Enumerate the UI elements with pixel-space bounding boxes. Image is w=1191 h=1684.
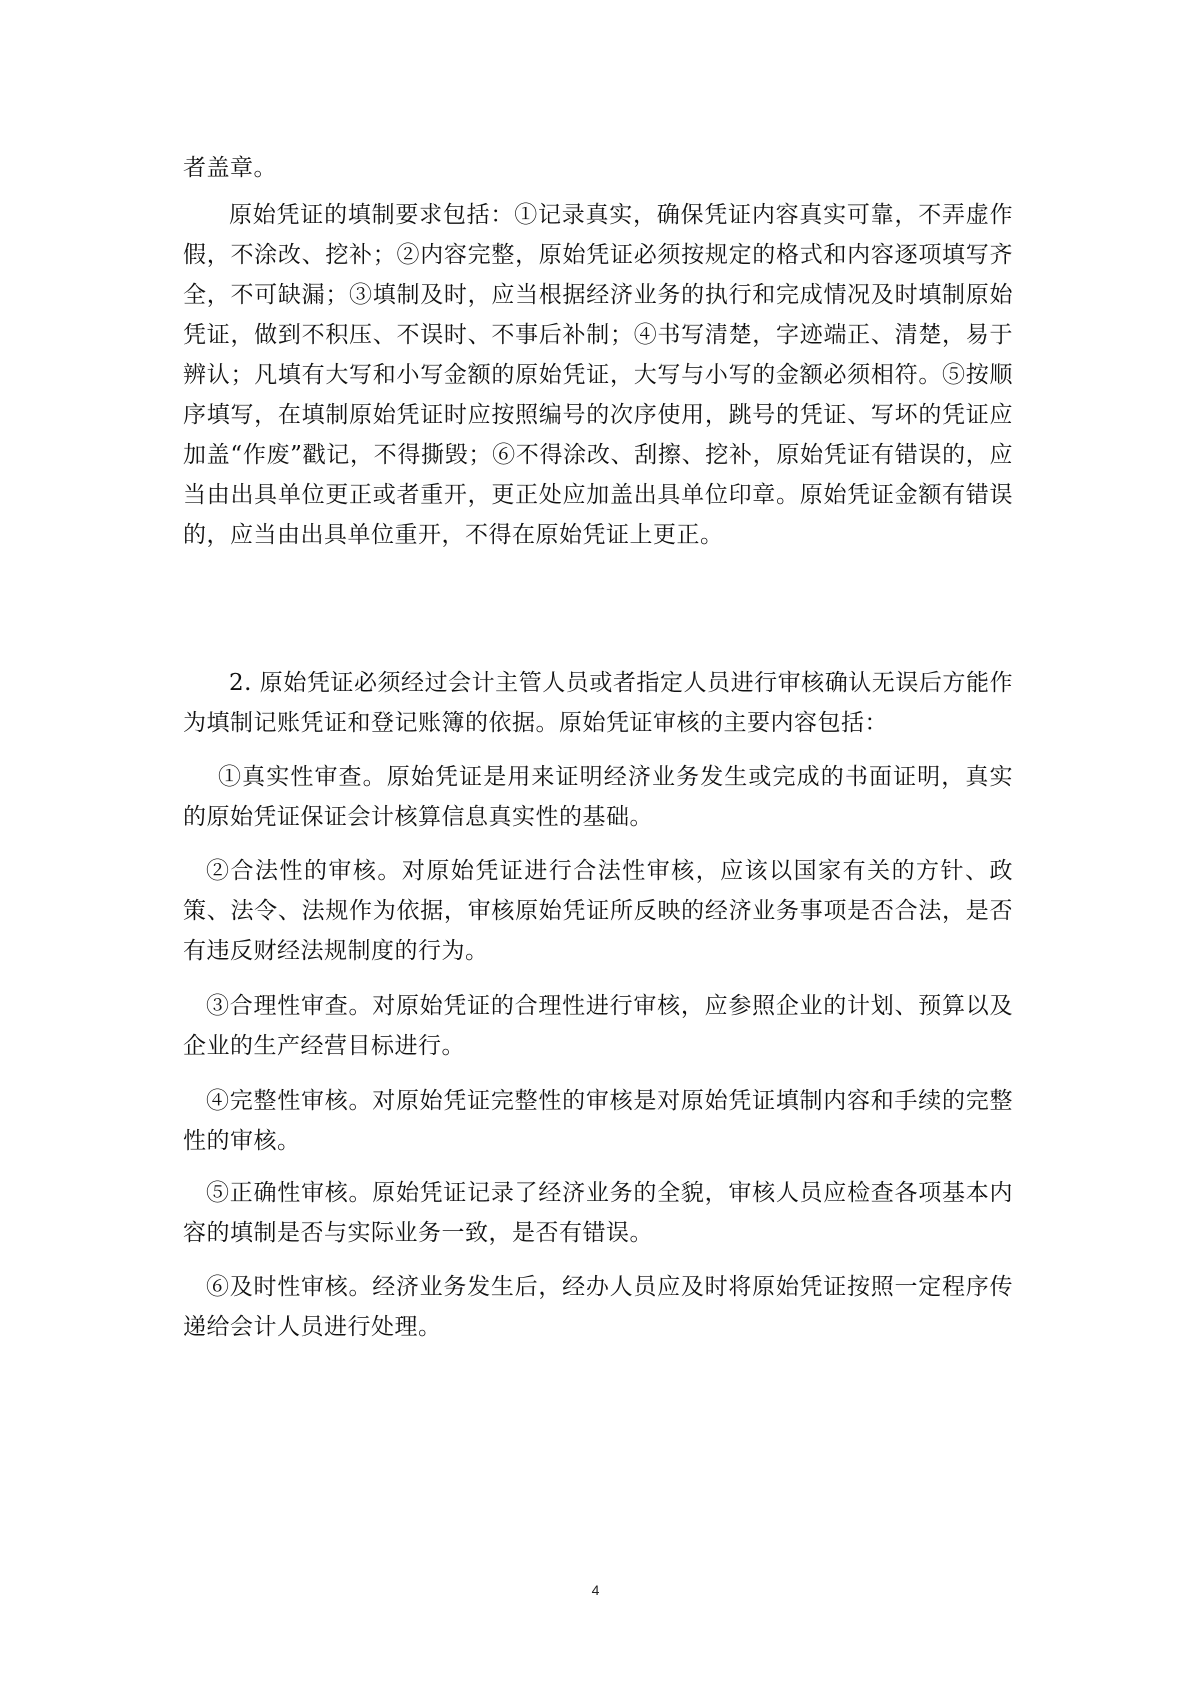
paragraph-review-rationality: ③合理性审查。对原始凭证的合理性进行审核，应参照企业的计划、预算以及企业的生产经营目标进行。 <box>183 993 1013 1059</box>
paragraph-review-authenticity: ①真实性审查。原始凭证是用来证明经济业务发生或完成的书面证明，真实的原始凭证保证会计核算信息真实性的基础。 <box>183 764 1013 830</box>
paragraph-fill-requirements: 原始凭证的填制要求包括：①记录真实，确保凭证内容真实可靠，不弄虚作假，不涂改、挖补；②内容完整，原始凭证必须按规定的格式和内容逐项填写齐全，不可缺漏；③填制及时，应当根据经济业务的执行和完成情况及时填制原始凭证，做到不积压、不误时、不事后补制；④书写清楚，字迹端正、清楚，易于辨认；凡填有大写和小写金额的原始凭证，大写与小写的金额必须相符。⑤按顺序填写，在填制原始凭证时应按照编号的次序使用，跳号的凭证、写坏的凭证应加盖“作废”戳记，不得撕毁；⑥不得涂改、刮擦、挖补，原始凭证有错误的，应当由出具单位更正或者重开，更正处应加盖出具单位印章。原始凭证金额有错误的，应当由出具单位重开，不得在原始凭证上更正。 <box>183 202 1013 548</box>
paragraph-review-completeness: ④完整性审核。对原始凭证完整性的审核是对原始凭证填制内容和手续的完整性的审核。 <box>183 1088 1013 1154</box>
paragraph-review-correctness: ⑤正确性审核。原始凭证记录了经济业务的全貌，审核人员应检查各项基本内容的填制是否与实际业务一致，是否有错误。 <box>183 1180 1013 1246</box>
paragraph-review-legality: ②合法性的审核。对原始凭证进行合法性审核，应该以国家有关的方针、政策、法令、法规作为依据，审核原始凭证所反映的经济业务事项是否合法，是否有违反财经法规制度的行为。 <box>183 858 1013 964</box>
paragraph-review-timeliness: ⑥及时性审核。经济业务发生后，经办人员应及时将原始凭证按照一定程序传递给会计人员进行处理。 <box>183 1274 1013 1340</box>
page-number: 4 <box>591 1582 600 1598</box>
paragraph-item-2: 2. 原始凭证必须经过会计主管人员或者指定人员进行审核确认无误后方能作为填制记账凭证和登记账簿的依据。原始凭证审核的主要内容包括： <box>183 670 1013 736</box>
paragraph-continuation: 者盖章。 <box>183 155 277 181</box>
